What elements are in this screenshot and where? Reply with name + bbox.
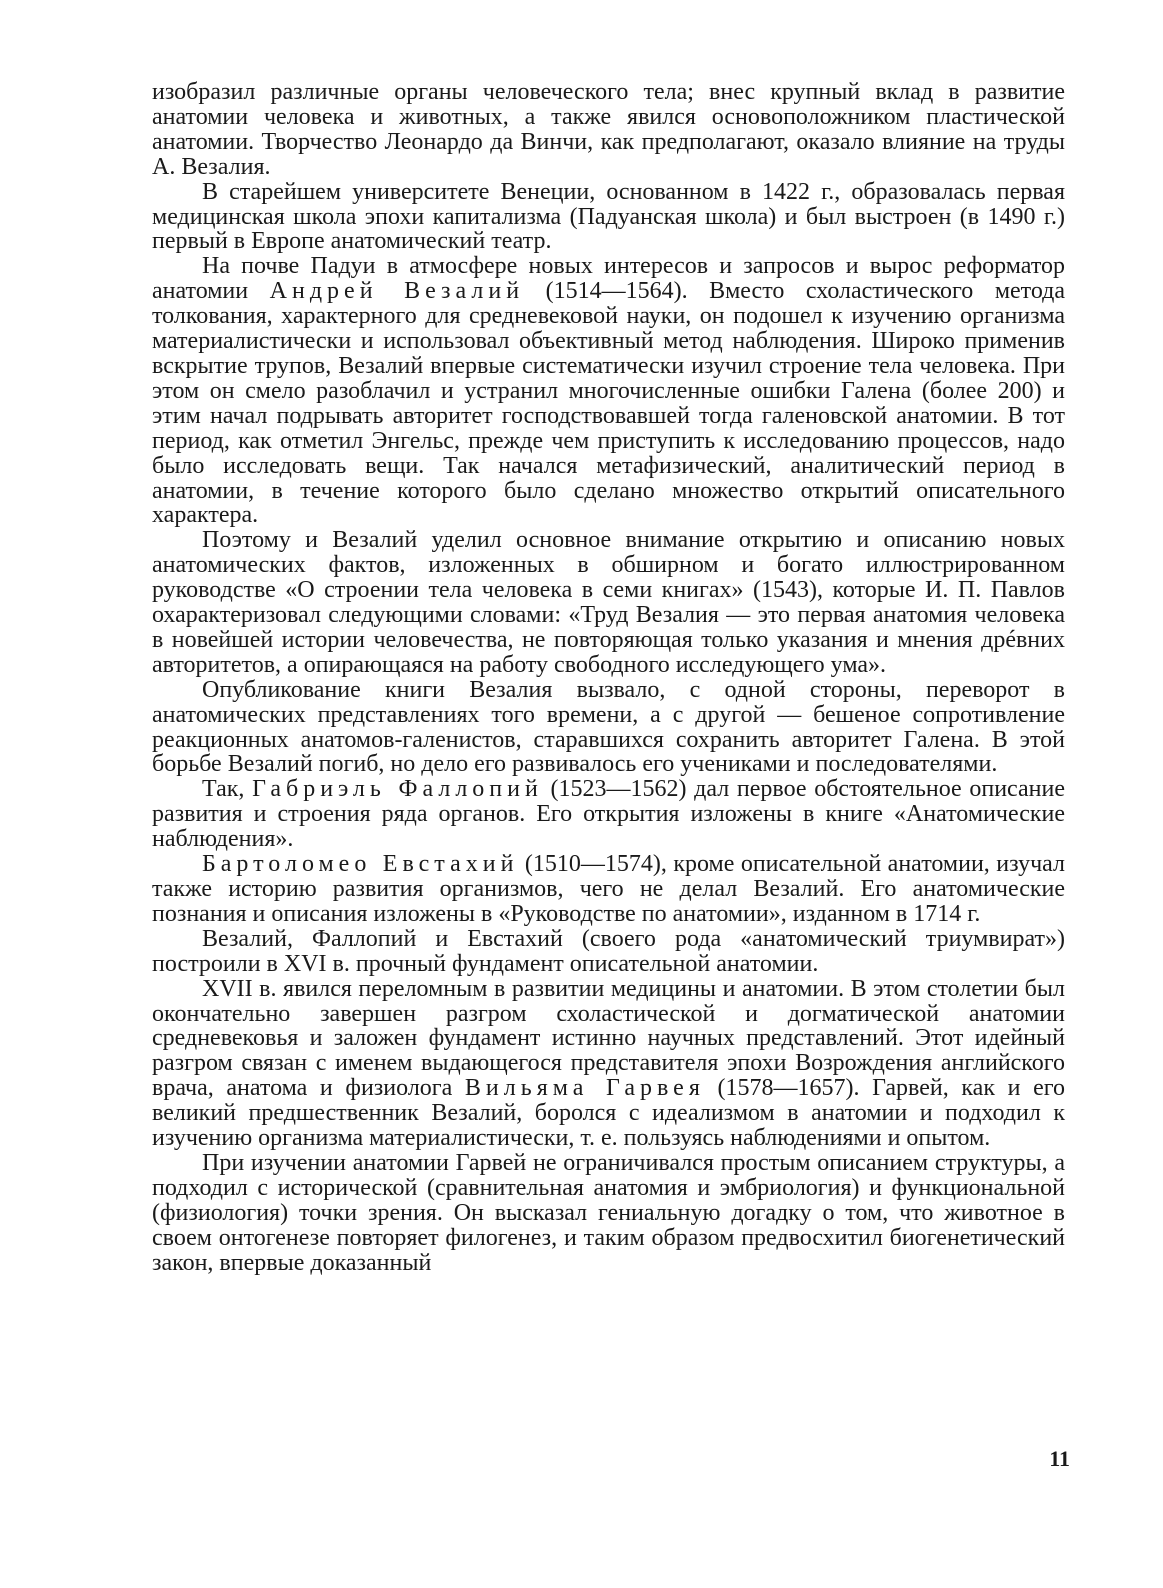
text-run: (1578—1657). Гарвей, как и его великий предшественник Везалий, боролся с идеализмом в анатомии и подходил к изучению организма материалистически, т. е. пользуясь наблюдениями и опытом. bbox=[152, 1075, 1065, 1152]
text-run: XVII в. явился переломным в развитии медицины и анатомии. В этом столетии был окончательно завершен разгром схоластической и догматической анатомии средневековья и заложен фундамент истинно научных представлений. Этот идейный разгром связан с именем выдающегося представителя эпохи Возрождения английского врача, анатома и физиолога bbox=[152, 975, 1065, 1102]
text-run: (1514—1564). Вместо схоластического метода толкования, характерного для средневековой науки, он подошел к изучению организма материалистически и использовал объективный метод наблюдения. Широко применив вскрытие трупов, Везалий впервые систематически изучил строение тела человека. При этом он смело разоблачил и устранил многочисленные ошибки Галена (более 200) и этим начал подрывать авторитет господствовавшей тогда галеновской анатомии. В тот период, как отметил Энгельс, прежде чем приступить к исследованию процессов, надо было исследовать вещи. Так начался метафизический, аналитический период в анатомии, в течение которого было сделано множество открытий описательного характера. bbox=[152, 278, 1065, 529]
paragraph-6 bbox=[152, 777, 1065, 852]
paragraph-5 bbox=[152, 678, 1065, 778]
text-run: Поэтому и Везалий уделил основное внимание открытию и описанию новых анатомических фактов, изложенных в обширном и богато иллюстрированном руководстве «О строении тела человека в семи книгах» (1543), которые И. П. Павлов охарактеризовал следующими словами: «Труд Везалия — это первая анатомия человека в новейшей истории человечества, не повторяющая только указания и мнения дрéвних авторитетов, а опирающаяся на работу свободного исследующего ума». bbox=[152, 527, 1065, 678]
paragraph-1 bbox=[152, 80, 1065, 180]
paragraph-3 bbox=[152, 254, 1065, 528]
text-run: (1510—1574), кроме описательной анатомии, изучал также историю развития организмов, чего не делал Везалий. Его анатомические познания и описания изложены в «Руководстве по анатомии», изданном в 1714 г. bbox=[152, 851, 1065, 927]
body-text bbox=[152, 80, 1065, 1276]
paragraph-7 bbox=[152, 852, 1065, 927]
person-name-eustachius: Бартоломео Евстахий bbox=[202, 851, 519, 878]
text-run: (1523—1562) дал первое обстоятельное описание развития и строения ряда органов. Его открытия изложены в книге «Анатомические наблюдения». bbox=[152, 776, 1065, 853]
text-run: На почве Падуи в атмосфере новых интересов и запросов и вырос реформатор анатомии bbox=[152, 253, 1065, 305]
paragraph-4 bbox=[152, 528, 1065, 677]
text-run: При изучении анатомии Гарвей не ограничивался простым описанием структуры, а подходил с исторической (сравнительная анатомия и эмбриология) и функциональной (физиология) точки зрения. Он высказал гениальную догадку о том, что животное в своем онтогенезе повторяет филогенез, и таким образом предвосхитил биогенетический закон, впервые доказанный bbox=[152, 1149, 1065, 1276]
paragraph-2 bbox=[152, 180, 1065, 255]
text-run: изобразил различные органы человеческого тела; внес крупный вклад в развитие анатомии человека и животных, а также явился основоположником пластической анатомии. Творчество Леонардо да Винчи, как предполагают, оказало влияние на труды А. Везалия. bbox=[152, 79, 1065, 180]
person-name-fallopius: Габриэль Фаллопий bbox=[252, 776, 543, 803]
text-run: Так, bbox=[202, 776, 253, 803]
page-number: 11 bbox=[1049, 1446, 1070, 1471]
person-name-harvey: Вильяма Гарвея bbox=[464, 1075, 705, 1102]
text-run: Опубликование книги Везалия вызвало, с одной стороны, переворот в анатомических представлениях того времени, а с другой — бешеное сопротивление реакционных анатомов-галенистов, старавшихся сохранить авторитет Галена. В этой борьбе Везалий погиб, но дело его развивалось его учениками и последователями. bbox=[152, 676, 1065, 778]
text-run: В старейшем университете Венеции, основанном в 1422 г., образовалась первая медицинская школа эпохи капитализма (Падуанская школа) и был выстроен (в 1490 г.) первый в Европе анатомический театр. bbox=[152, 178, 1065, 255]
paragraph-10 bbox=[152, 1151, 1065, 1276]
person-name-vesalius: Андрей Везалий bbox=[269, 278, 525, 305]
paragraph-9 bbox=[152, 977, 1065, 1151]
paragraph-8 bbox=[152, 927, 1065, 977]
text-run: Везалий, Фаллопий и Евстахий (своего рода «анатомический триумвират») построили в XVI в. прочный фундамент описательной анатомии. bbox=[152, 925, 1065, 977]
